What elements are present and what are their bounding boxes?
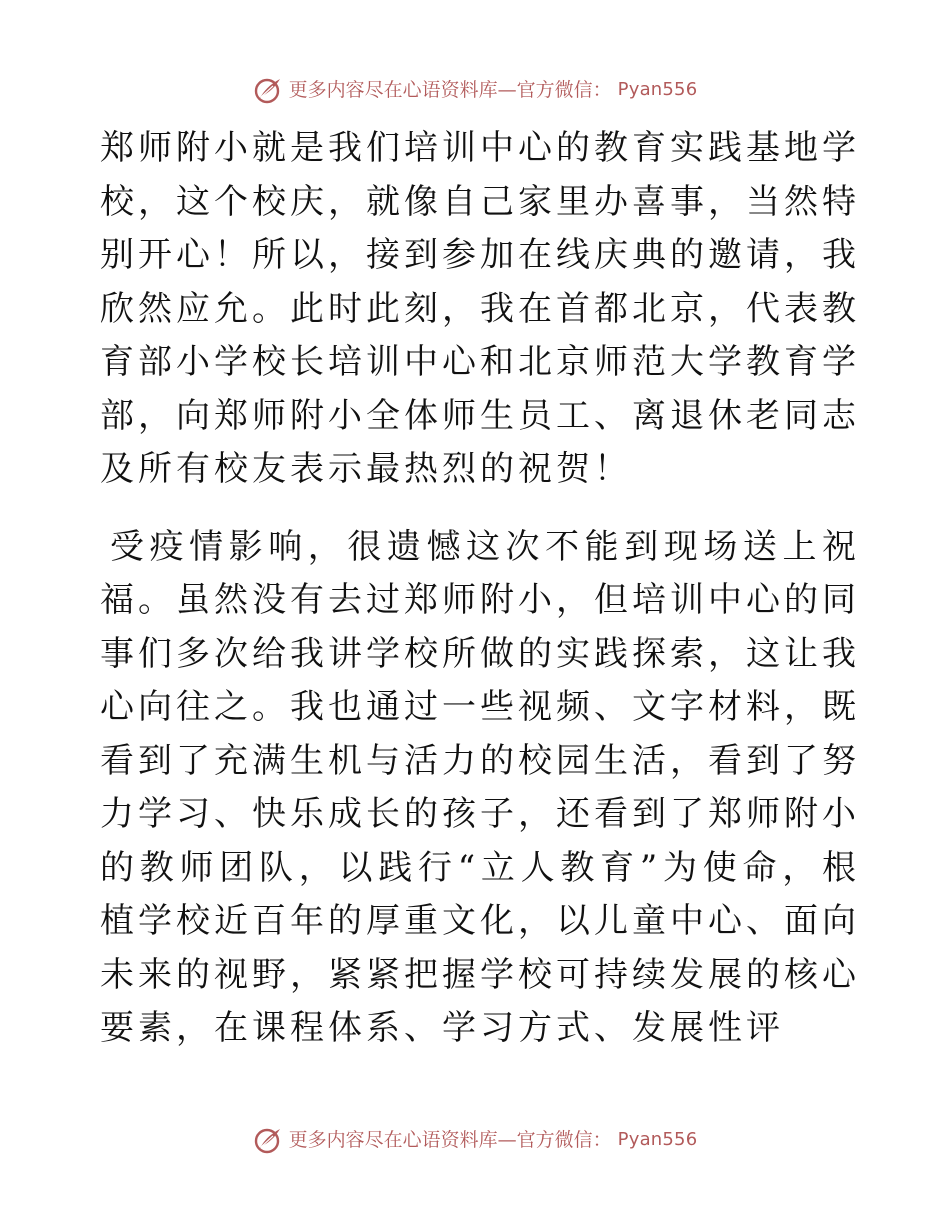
quill-seal-icon [253, 75, 283, 105]
watermark-text: 更多内容尽在心语资料库—官方微信： [288, 78, 612, 101]
paragraph-2: 受疫情影响，很遗憾这次不能到现场送上祝福。虽然没有去过郑师附小，但培训中心的同事们多次给我讲学校所做的实践探索，这让我心向往之。我也通过一些视频、文字材料，既看到了充满生机与活力的校园生活，看到了努力学习、快乐成长的孩子，还看到了郑师附小的教师团队，以践行“立人教育”为使命，根植学校近百年的厚重文化，以儿童中心、面向未来的视野，紧紧把握学校可持续发展的核心要素，在课程体系、学习方式、发展性评 [100, 526, 860, 1048]
quill-seal-icon [253, 1125, 283, 1155]
watermark-footer [0, 1120, 950, 1160]
paragraph-1: 郑师附小就是我们培训中心的教育实践基地学校，这个校庆，就像自己家里办喜事，当然特别开心！所以，接到参加在线庆典的邀请，我欣然应允。此时此刻，我在首都北京，代表教育部小学校长培训中心和北京师范大学教育学部，向郑师附小全体师生员工、离退休老同志及所有校友表示最热烈的祝贺！ [100, 128, 860, 489]
watermark-handle: Pyan556 [617, 79, 698, 100]
watermark-handle: Pyan556 [617, 1129, 698, 1150]
watermark-header [0, 70, 950, 110]
document-body [100, 122, 860, 1056]
watermark-text: 更多内容尽在心语资料库—官方微信： [288, 1128, 612, 1151]
